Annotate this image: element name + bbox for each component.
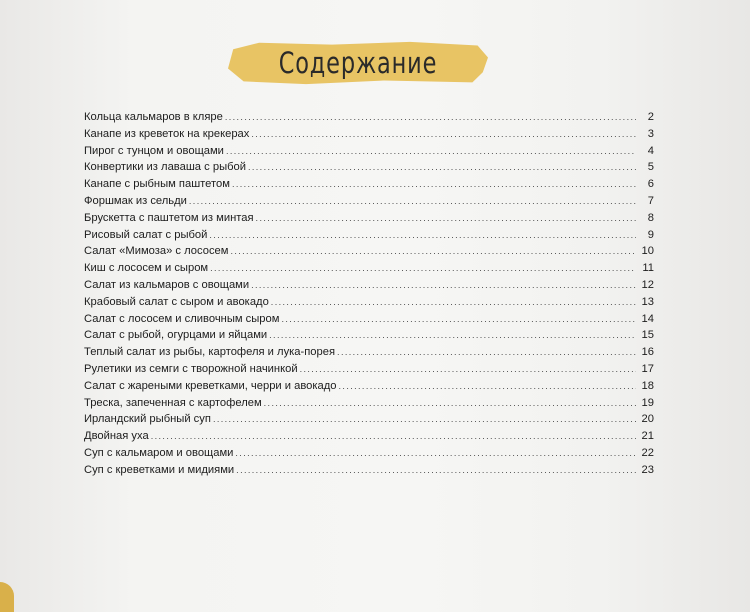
toc-entry-title: Салат с лососем и сливочным сыром <box>84 312 280 325</box>
toc-entry-title: Канапе с рыбным паштетом <box>84 178 230 191</box>
toc-dot-leader <box>210 260 636 277</box>
toc-dot-leader <box>269 327 636 344</box>
toc-page-number: 4 <box>647 144 654 157</box>
toc-page-number: 5 <box>647 161 654 174</box>
toc-entry-title: Рулетики из семги с творожной начинкой <box>84 362 298 375</box>
toc-dot-leader <box>256 210 636 227</box>
toc-page-number: 19 <box>641 396 654 409</box>
toc-dot-leader <box>209 227 636 244</box>
toc-entry <box>84 143 654 160</box>
toc-page-number: 21 <box>641 430 654 443</box>
toc-entry-title: Конвертики из лаваша с рыбой <box>84 161 246 174</box>
toc-entry <box>84 193 654 210</box>
toc-page-number: 17 <box>641 362 654 375</box>
toc-entry-title: Брускетта с паштетом из минтая <box>84 211 254 224</box>
toc-page-number: 13 <box>641 295 654 308</box>
toc-entry <box>84 445 654 462</box>
toc-page-number: 16 <box>641 346 654 359</box>
toc-entry <box>84 378 654 395</box>
toc-entry <box>84 344 654 361</box>
page-title: Содержание <box>278 46 438 80</box>
toc-dot-leader <box>264 395 636 412</box>
toc-page-number: 14 <box>641 312 654 325</box>
toc-dot-leader <box>251 277 636 294</box>
toc-entry <box>84 395 654 412</box>
toc-entry <box>84 243 654 260</box>
toc-entry-title: Кольца кальмаров в кляре <box>84 111 223 123</box>
toc-page-number: 20 <box>641 413 654 426</box>
toc-entry <box>84 428 654 445</box>
toc-page-number: 11 <box>642 262 654 275</box>
toc-page-number: 7 <box>647 194 654 207</box>
toc-entry <box>84 260 654 277</box>
toc-entry-title: Салат «Мимоза» с лососем <box>84 245 229 258</box>
toc-entry-title: Киш с лососем и сыром <box>84 262 209 275</box>
toc-page-number: 12 <box>641 278 654 291</box>
toc-page-number: 8 <box>647 211 654 224</box>
toc-entry-title: Форшмак из сельди <box>84 194 187 207</box>
toc-page-number: 18 <box>641 379 654 392</box>
toc-entry <box>84 327 654 344</box>
toc-page-number: 23 <box>641 463 654 476</box>
toc-page-number: 6 <box>647 178 654 191</box>
toc-entry <box>84 109 654 126</box>
toc-entry-title: Крабовый салат с сыром и авокадо <box>84 295 269 308</box>
toc-entry-title: Ирландский рыбный суп <box>84 413 211 426</box>
toc-entry-title: Канапе из креветок на крекерах <box>84 127 250 140</box>
toc-entry <box>84 126 654 143</box>
toc-page-number: 9 <box>647 228 654 241</box>
toc-dot-leader <box>339 378 636 395</box>
toc-dot-leader <box>235 445 636 462</box>
toc-dot-leader <box>337 344 636 361</box>
toc-entry <box>84 311 654 328</box>
toc-entry <box>84 210 654 227</box>
toc-dot-leader <box>281 311 636 328</box>
toc-dot-leader <box>226 143 636 160</box>
toc-page-number: 3 <box>647 127 654 140</box>
toc-page-number: 2 <box>647 111 654 123</box>
toc-entry-title: Салат с рыбой, огурцами и яйцами <box>84 329 268 342</box>
toc-dot-leader <box>271 294 636 311</box>
toc-entry-title: Суп с кальмаром и овощами <box>84 446 234 459</box>
toc-dot-leader <box>230 243 636 260</box>
toc-entry <box>84 159 654 176</box>
toc-page-number: 15 <box>641 329 654 342</box>
toc-entry-title: Треска, запеченная с картофелем <box>84 396 262 409</box>
toc-dot-leader <box>236 462 636 479</box>
toc-dot-leader <box>300 361 636 378</box>
toc-entry <box>84 462 654 479</box>
toc-page-number: 10 <box>641 245 654 258</box>
toc-dot-leader <box>151 428 636 445</box>
toc-entry-title: Салат из кальмаров с овощами <box>84 278 250 291</box>
toc-entry-title: Суп с креветками и мидиями <box>84 463 235 476</box>
toc-dot-leader <box>248 159 636 176</box>
toc-entry-title: Салат с жареными креветками, черри и авокадо <box>84 379 337 392</box>
toc-entry <box>84 294 654 311</box>
corner-tab <box>0 582 14 612</box>
toc-dot-leader <box>251 126 636 143</box>
toc-dot-leader <box>213 411 636 428</box>
table-of-contents <box>84 109 654 479</box>
toc-entry <box>84 227 654 244</box>
toc-page-number: 22 <box>641 446 654 459</box>
toc-entry-title: Пирог с тунцом и овощами <box>84 144 224 157</box>
toc-entry <box>84 361 654 378</box>
toc-dot-leader <box>232 176 636 193</box>
toc-entry-title: Двойная уха <box>84 430 149 443</box>
toc-entry-title: Рисовый салат с рыбой <box>84 228 208 241</box>
toc-entry <box>84 176 654 193</box>
toc-entry <box>84 277 654 294</box>
toc-entry <box>84 411 654 428</box>
toc-entry-title: Теплый салат из рыбы, картофеля и лука-порея <box>84 346 336 359</box>
toc-dot-leader <box>189 193 636 210</box>
show-through-text <box>490 40 650 110</box>
toc-dot-leader <box>225 109 636 126</box>
